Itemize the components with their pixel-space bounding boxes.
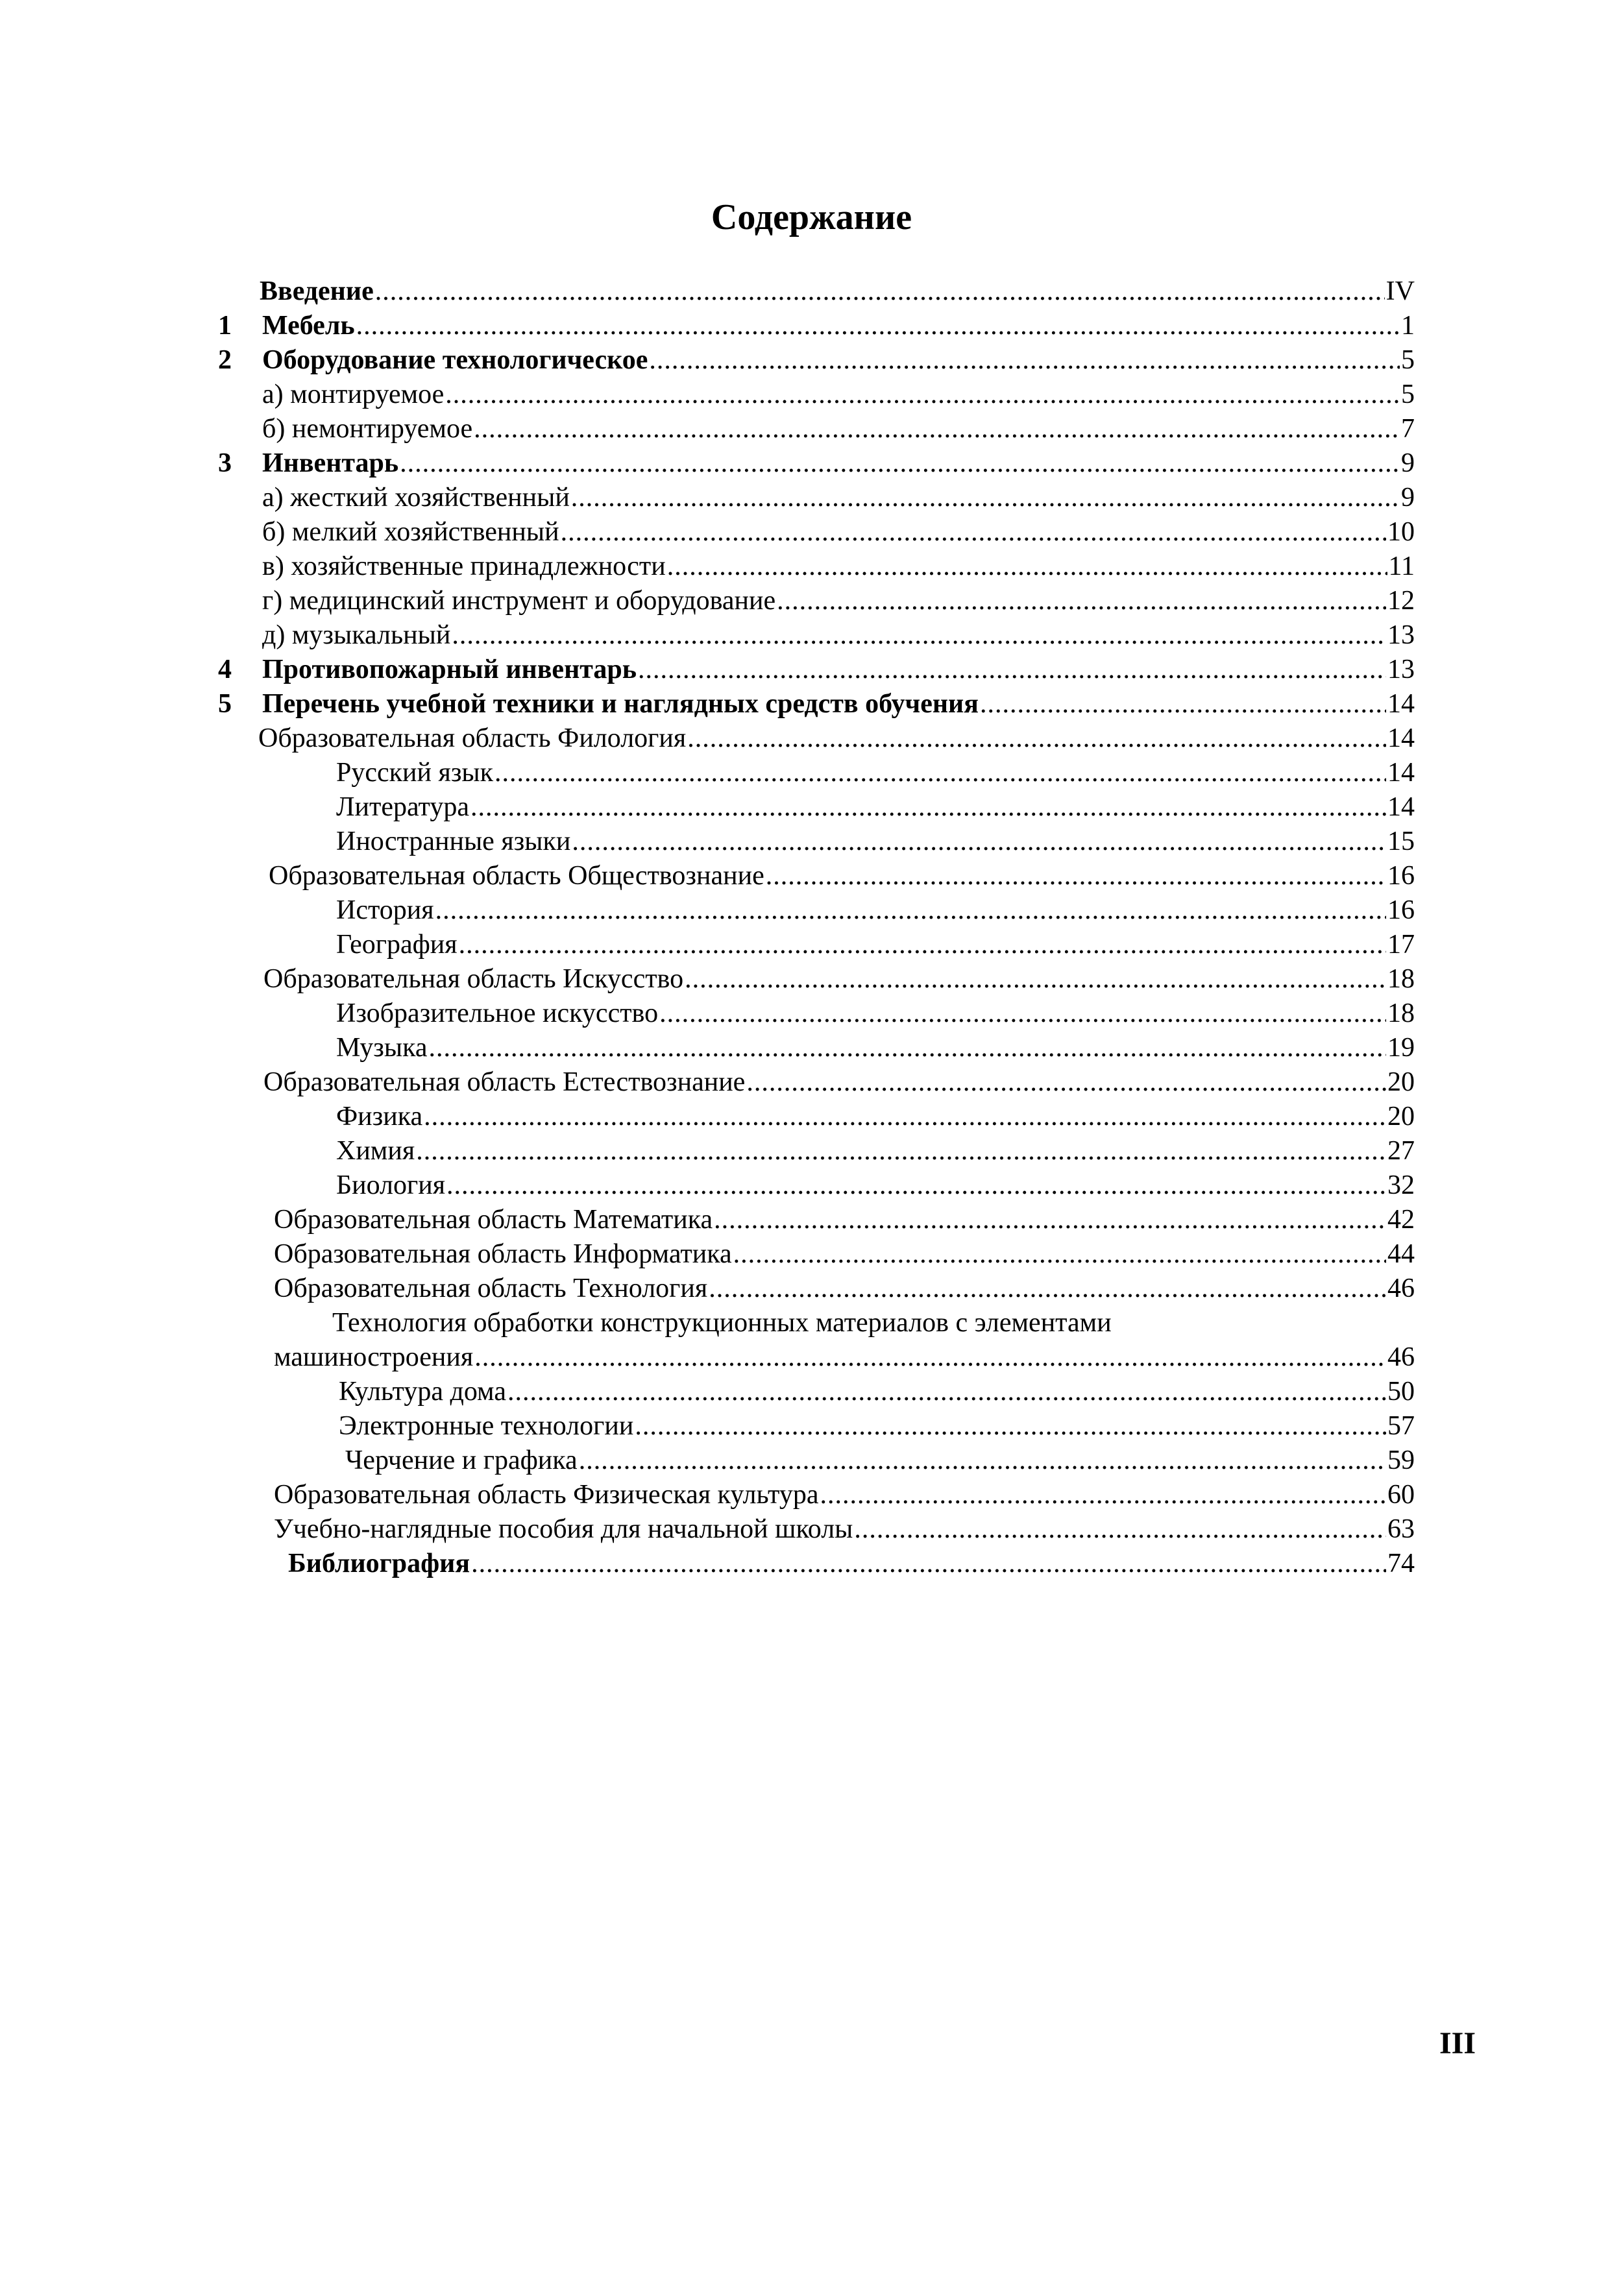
- toc-entry-page: 63: [1387, 1514, 1415, 1544]
- section-number: 4: [218, 655, 232, 684]
- toc-entry-page: 18: [1387, 998, 1415, 1028]
- dot-leader: [685, 962, 1386, 997]
- toc-entry-page: 16: [1387, 861, 1415, 891]
- toc-entry-informatics[interactable]: [274, 1237, 1415, 1272]
- dot-leader: [474, 1340, 1386, 1375]
- toc-row: [195, 1100, 1415, 1134]
- section-number: 5: [218, 689, 232, 719]
- dot-leader: [687, 721, 1386, 756]
- toc-entry-page: 60: [1387, 1480, 1415, 1510]
- table-of-contents: [195, 274, 1415, 1581]
- toc-row: [195, 343, 1415, 378]
- dot-leader: [471, 1547, 1386, 1581]
- dot-leader: [733, 1237, 1386, 1272]
- toc-entry-page: 44: [1387, 1239, 1415, 1269]
- toc-entry-literature[interactable]: [336, 790, 1415, 825]
- toc-entry-label: Оборудование технологическое: [262, 345, 648, 375]
- toc-entry-label: Противопожарный инвентарь: [262, 655, 637, 684]
- toc-entry-page: 74: [1387, 1549, 1415, 1578]
- toc-entry-label: История: [336, 895, 434, 925]
- toc-row: [195, 1272, 1415, 1306]
- toc-entry-label: Образовательная область Искусство: [263, 964, 684, 994]
- toc-entry-page: 14: [1387, 689, 1415, 719]
- toc-entry-label: Электронные технологии: [339, 1411, 634, 1441]
- toc-row: [195, 1306, 1415, 1340]
- toc-entry-page: 14: [1387, 758, 1415, 788]
- toc-row: [195, 859, 1415, 893]
- toc-entry-page: 50: [1387, 1377, 1415, 1407]
- toc-entry-page: 11: [1388, 551, 1415, 581]
- toc-entry-label: Иностранные языки: [336, 827, 571, 856]
- dot-leader: [424, 1100, 1386, 1134]
- toc-entry-page: 20: [1387, 1067, 1415, 1097]
- toc-entry-non-mounted[interactable]: [262, 412, 1415, 446]
- toc-entry-page: 16: [1387, 895, 1415, 925]
- toc-entry-page: 46: [1387, 1274, 1415, 1303]
- toc-entry-label: Образовательная область Филология: [258, 723, 687, 753]
- toc-entry-page: 1: [1401, 311, 1415, 341]
- toc-row: [195, 1203, 1415, 1237]
- dot-leader: [714, 1203, 1386, 1237]
- toc-entry-page: 5: [1401, 380, 1415, 409]
- toc-entry-mounted[interactable]: [262, 378, 1415, 412]
- section-number: 2: [218, 345, 232, 375]
- dot-leader: [709, 1272, 1386, 1306]
- dot-leader: [820, 1478, 1386, 1512]
- toc-entry-construction-materials[interactable]: [274, 1340, 1415, 1375]
- toc-row: [195, 618, 1415, 653]
- toc-entry-page: 12: [1387, 586, 1415, 616]
- toc-entry-label: Введение: [260, 276, 374, 306]
- toc-row: [195, 1375, 1415, 1409]
- toc-row: [195, 1444, 1415, 1478]
- dot-leader: [649, 343, 1400, 378]
- toc-row: [195, 1478, 1415, 1512]
- toc-entry-history[interactable]: [336, 893, 1415, 928]
- dot-leader: [777, 584, 1386, 618]
- toc-entry-russian[interactable]: [336, 756, 1415, 790]
- dot-leader: [459, 928, 1386, 962]
- toc-entry-label-line-1: Технология обработки конструкционных материалов с элементами: [332, 1308, 1112, 1338]
- toc-entry-geography[interactable]: [336, 928, 1415, 962]
- toc-row: [195, 412, 1415, 446]
- toc-entry-page: 32: [1387, 1170, 1415, 1200]
- toc-entry-teaching-equipment[interactable]: [262, 687, 1415, 721]
- toc-entry-label: Учебно-наглядные пособия для начальной школы: [274, 1514, 853, 1544]
- toc-row: [195, 481, 1415, 515]
- toc-entry-label: Физика: [336, 1102, 423, 1131]
- toc-row: [195, 446, 1415, 481]
- dot-leader: [356, 309, 1400, 343]
- dot-leader: [854, 1512, 1386, 1547]
- page-number: III: [1439, 2026, 1476, 2060]
- dot-leader: [416, 1134, 1386, 1168]
- toc-entry-page: 46: [1387, 1342, 1415, 1372]
- toc-entry-label: Образовательная область Математика: [274, 1205, 713, 1235]
- toc-row: [195, 1134, 1415, 1168]
- toc-entry-label: Изобразительное искусство: [336, 998, 659, 1028]
- toc-entry-page: 15: [1387, 827, 1415, 856]
- toc-entry-mathematics[interactable]: [274, 1203, 1415, 1237]
- toc-entry-label: Образовательная область Обществознание: [269, 861, 764, 891]
- toc-entry-musical[interactable]: [262, 618, 1415, 653]
- toc-row: [195, 274, 1415, 309]
- dot-leader: [507, 1375, 1386, 1409]
- toc-entry-page: 14: [1387, 723, 1415, 753]
- dot-leader: [579, 1444, 1386, 1478]
- toc-entry-page: 18: [1387, 964, 1415, 994]
- dot-leader: [474, 412, 1400, 446]
- toc-row: [195, 1512, 1415, 1547]
- toc-row: [195, 309, 1415, 343]
- dot-leader: [659, 997, 1386, 1031]
- dot-leader: [638, 653, 1386, 687]
- toc-entry-household-accessories[interactable]: [262, 550, 1415, 584]
- toc-entry-technological-equipment[interactable]: [262, 343, 1415, 378]
- dot-leader: [446, 1168, 1386, 1203]
- toc-entry-page: 7: [1401, 414, 1415, 444]
- toc-row: [195, 997, 1415, 1031]
- toc-entry-foreign-languages[interactable]: [336, 825, 1415, 859]
- dot-leader: [375, 274, 1385, 309]
- toc-entry-chemistry[interactable]: [336, 1134, 1415, 1168]
- toc-row: [195, 721, 1415, 756]
- dot-leader: [571, 481, 1400, 515]
- toc-entry-label: Библиография: [288, 1549, 470, 1578]
- toc-entry-natural-science[interactable]: [263, 1065, 1415, 1100]
- toc-entry-label: Перечень учебной техники и наглядных средств обучения: [262, 689, 979, 719]
- toc-entry-label: машиностроения: [274, 1342, 474, 1372]
- toc-entry-label: Образовательная область Естествознание: [263, 1067, 746, 1097]
- toc-entry-page: 19: [1387, 1033, 1415, 1063]
- toc-entry-label: География: [336, 930, 458, 960]
- toc-entry-physical-education[interactable]: [274, 1478, 1415, 1512]
- toc-entry-label: б) немонтируемое: [262, 414, 473, 444]
- toc-entry-small-household[interactable]: [262, 515, 1415, 550]
- toc-row: [195, 790, 1415, 825]
- toc-row: [195, 687, 1415, 721]
- toc-entry-label: Инвентарь: [262, 448, 399, 478]
- toc-entry-page: 9: [1401, 483, 1415, 513]
- toc-entry-technology[interactable]: [274, 1272, 1415, 1306]
- toc-row: [195, 584, 1415, 618]
- toc-entry-page: 17: [1387, 930, 1415, 960]
- toc-entry-page: 9: [1401, 448, 1415, 478]
- toc-entry-label: б) мелкий хозяйственный: [262, 517, 559, 547]
- toc-entry-label: Черчение и графика: [345, 1445, 578, 1475]
- toc-entry-introduction[interactable]: [260, 274, 1415, 309]
- toc-row: [195, 515, 1415, 550]
- toc-entry-label: Образовательная область Физическая культура: [274, 1480, 819, 1510]
- dot-leader: [435, 893, 1386, 928]
- dot-leader: [766, 859, 1386, 893]
- dot-leader: [980, 687, 1386, 721]
- dot-leader: [452, 618, 1386, 653]
- toc-entry-page: 57: [1387, 1411, 1415, 1441]
- toc-entry-social-studies[interactable]: [269, 859, 1415, 893]
- dot-leader: [635, 1409, 1386, 1444]
- dot-leader: [572, 825, 1386, 859]
- toc-entry-page: 42: [1387, 1205, 1415, 1235]
- toc-entry-page: 14: [1387, 792, 1415, 822]
- dot-leader: [746, 1065, 1386, 1100]
- toc-entry-label: в) хозяйственные принадлежности: [262, 551, 666, 581]
- toc-entry-label: Музыка: [336, 1033, 428, 1063]
- toc-row: [195, 1065, 1415, 1100]
- toc-entry-label: Мебель: [262, 311, 355, 341]
- toc-entry-label: Образовательная область Информатика: [274, 1239, 732, 1269]
- toc-row: [195, 1237, 1415, 1272]
- toc-entry-hard-household[interactable]: [262, 481, 1415, 515]
- toc-entry-label: Химия: [336, 1136, 415, 1166]
- dot-leader: [561, 515, 1386, 550]
- toc-entry-page: 13: [1387, 655, 1415, 684]
- toc-entry-label: Литература: [336, 792, 469, 822]
- page-title: Содержание: [711, 197, 912, 237]
- toc-entry-home-culture[interactable]: [339, 1375, 1415, 1409]
- toc-entry-page: 27: [1387, 1136, 1415, 1166]
- dot-leader: [470, 790, 1386, 825]
- toc-entry-page: 13: [1387, 620, 1415, 650]
- section-number: 1: [218, 311, 232, 341]
- toc-row: [195, 962, 1415, 997]
- toc-entry-music[interactable]: [336, 1031, 1415, 1065]
- toc-entry-fine-art[interactable]: [336, 997, 1415, 1031]
- toc-entry-page: 10: [1387, 517, 1415, 547]
- toc-row: [195, 1340, 1415, 1375]
- toc-entry-label: а) жесткий хозяйственный: [262, 483, 570, 513]
- section-number: 3: [218, 448, 232, 478]
- toc-entry-label: а) монтируемое: [262, 380, 445, 409]
- toc-row: [195, 893, 1415, 928]
- toc-entry-philology[interactable]: [258, 721, 1415, 756]
- toc-entry-label: Биология: [336, 1170, 446, 1200]
- dot-leader: [400, 446, 1400, 481]
- toc-entry-bibliography[interactable]: [288, 1547, 1415, 1581]
- toc-entry-page: IV: [1385, 276, 1415, 306]
- toc-entry-label: Русский язык: [336, 758, 494, 788]
- toc-row: [195, 1168, 1415, 1203]
- toc-entry-label: Культура дома: [339, 1377, 506, 1407]
- toc-row: [195, 653, 1415, 687]
- toc-entry-label: д) музыкальный: [262, 620, 451, 650]
- toc-row: [195, 928, 1415, 962]
- toc-row: [195, 550, 1415, 584]
- toc-entry-page: 59: [1387, 1445, 1415, 1475]
- toc-entry-medical[interactable]: [262, 584, 1415, 618]
- toc-row: [195, 378, 1415, 412]
- dot-leader: [667, 550, 1387, 584]
- toc-entry-page: 5: [1401, 345, 1415, 375]
- toc-entry-furniture[interactable]: [262, 309, 1415, 343]
- toc-entry-page: 20: [1387, 1102, 1415, 1131]
- toc-row: [195, 1031, 1415, 1065]
- toc-entry-biology[interactable]: [336, 1168, 1415, 1203]
- toc-row: [195, 1409, 1415, 1444]
- toc-entry-electronics[interactable]: [339, 1409, 1415, 1444]
- dot-leader: [445, 378, 1400, 412]
- toc-entry-label: Образовательная область Технология: [274, 1274, 708, 1303]
- dot-leader: [494, 756, 1386, 790]
- toc-entry-art[interactable]: [263, 962, 1415, 997]
- toc-row: [195, 1547, 1415, 1581]
- toc-entry-physics[interactable]: [336, 1100, 1415, 1134]
- toc-entry-inventory[interactable]: [262, 446, 1415, 481]
- toc-entry-label: г) медицинский инструмент и оборудование: [262, 586, 776, 616]
- toc-row: [195, 825, 1415, 859]
- toc-entry-drawing[interactable]: [345, 1444, 1415, 1478]
- toc-row: [195, 756, 1415, 790]
- toc-entry-fire-inventory[interactable]: [262, 653, 1415, 687]
- dot-leader: [429, 1031, 1386, 1065]
- toc-entry-primary-school[interactable]: [274, 1512, 1415, 1547]
